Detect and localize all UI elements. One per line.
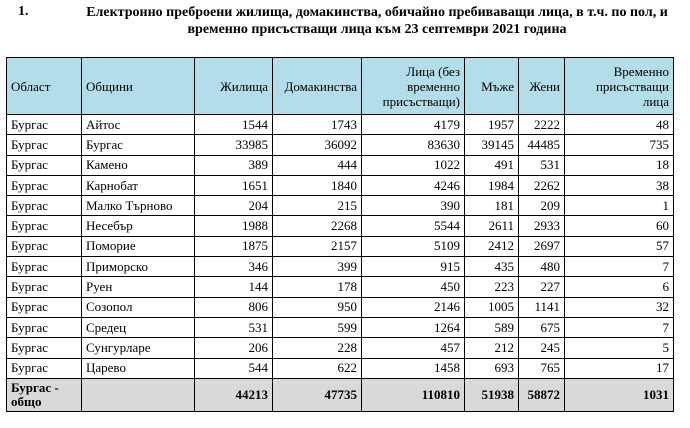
cell-temporary-persons: 38 bbox=[565, 175, 674, 195]
cell-households: 36092 bbox=[273, 135, 362, 155]
cell-region: Бургас bbox=[7, 115, 82, 135]
cell-municipality: Малко Търново bbox=[82, 196, 195, 216]
cell-temporary-persons: 1 bbox=[565, 196, 674, 216]
cell-persons: 5109 bbox=[362, 236, 465, 256]
column-header-men: Мъже bbox=[465, 58, 519, 115]
heading bbox=[0, 2, 690, 52]
cell-men: 212 bbox=[465, 338, 519, 358]
cell-persons: 915 bbox=[362, 257, 465, 277]
cell-region: Бургас bbox=[7, 277, 82, 297]
cell-temporary-persons: 6 bbox=[565, 277, 674, 297]
column-header-households: Домакинства bbox=[273, 58, 362, 115]
cell-women: 209 bbox=[519, 196, 565, 216]
cell-temporary-persons: 7 bbox=[565, 317, 674, 337]
total-persons: 110810 bbox=[362, 378, 465, 411]
cell-municipality: Несебър bbox=[82, 216, 195, 236]
table-row bbox=[7, 236, 674, 256]
total-dwellings: 44213 bbox=[195, 378, 273, 411]
cell-dwellings: 1544 bbox=[195, 115, 273, 135]
cell-women: 2262 bbox=[519, 175, 565, 195]
heading-title: Електронно преброени жилища, домакинства, обичайно пребиваващи лица, в т.ч. по пол, и временно присъстващи лица към 23 септември 2021 година bbox=[86, 5, 668, 37]
cell-women: 675 bbox=[519, 317, 565, 337]
cell-dwellings: 1988 bbox=[195, 216, 273, 236]
cell-women: 480 bbox=[519, 257, 565, 277]
cell-dwellings: 1875 bbox=[195, 236, 273, 256]
cell-municipality: Айтос bbox=[82, 115, 195, 135]
cell-persons: 4179 bbox=[362, 115, 465, 135]
column-header-municipalities: Общини bbox=[82, 58, 195, 115]
column-header-women: Жени bbox=[519, 58, 565, 115]
total-households: 47735 bbox=[273, 378, 362, 411]
total-women: 58872 bbox=[519, 378, 565, 411]
cell-region: Бургас bbox=[7, 317, 82, 337]
cell-men: 1005 bbox=[465, 297, 519, 317]
cell-region: Бургас bbox=[7, 236, 82, 256]
table-row bbox=[7, 277, 674, 297]
cell-region: Бургас bbox=[7, 216, 82, 236]
cell-women: 44485 bbox=[519, 135, 565, 155]
cell-women: 2697 bbox=[519, 236, 565, 256]
cell-temporary-persons: 48 bbox=[565, 115, 674, 135]
cell-men: 2412 bbox=[465, 236, 519, 256]
cell-men: 435 bbox=[465, 257, 519, 277]
cell-women: 2222 bbox=[519, 115, 565, 135]
table-row bbox=[7, 338, 674, 358]
cell-men: 223 bbox=[465, 277, 519, 297]
cell-men: 39145 bbox=[465, 135, 519, 155]
table-row bbox=[7, 115, 674, 135]
cell-municipality: Поморие bbox=[82, 236, 195, 256]
cell-men: 1984 bbox=[465, 175, 519, 195]
cell-municipality: Созопол bbox=[82, 297, 195, 317]
cell-dwellings: 389 bbox=[195, 155, 273, 175]
cell-households: 215 bbox=[273, 196, 362, 216]
cell-households: 228 bbox=[273, 338, 362, 358]
cell-households: 1743 bbox=[273, 115, 362, 135]
census-table bbox=[6, 57, 674, 412]
cell-households: 399 bbox=[273, 257, 362, 277]
cell-men: 2611 bbox=[465, 216, 519, 236]
cell-persons: 83630 bbox=[362, 135, 465, 155]
cell-households: 622 bbox=[273, 358, 362, 378]
cell-households: 599 bbox=[273, 317, 362, 337]
column-header-temporary-persons: Временно присъстващи лица bbox=[565, 58, 674, 115]
cell-women: 765 bbox=[519, 358, 565, 378]
cell-temporary-persons: 7 bbox=[565, 257, 674, 277]
cell-dwellings: 33985 bbox=[195, 135, 273, 155]
cell-households: 2157 bbox=[273, 236, 362, 256]
total-row bbox=[7, 378, 674, 411]
cell-dwellings: 144 bbox=[195, 277, 273, 297]
cell-municipality: Царево bbox=[82, 358, 195, 378]
cell-municipality: Руен bbox=[82, 277, 195, 297]
heading-number: 1. bbox=[18, 4, 29, 19]
cell-households: 2268 bbox=[273, 216, 362, 236]
cell-region: Бургас bbox=[7, 257, 82, 277]
cell-households: 444 bbox=[273, 155, 362, 175]
cell-dwellings: 1651 bbox=[195, 175, 273, 195]
cell-temporary-persons: 32 bbox=[565, 297, 674, 317]
cell-women: 227 bbox=[519, 277, 565, 297]
cell-persons: 4246 bbox=[362, 175, 465, 195]
cell-region: Бургас bbox=[7, 196, 82, 216]
table-header-row bbox=[7, 58, 674, 115]
cell-region: Бургас bbox=[7, 358, 82, 378]
cell-temporary-persons: 5 bbox=[565, 338, 674, 358]
cell-temporary-persons: 60 bbox=[565, 216, 674, 236]
table-row bbox=[7, 196, 674, 216]
cell-households: 950 bbox=[273, 297, 362, 317]
cell-dwellings: 531 bbox=[195, 317, 273, 337]
table-row bbox=[7, 135, 674, 155]
cell-region: Бургас bbox=[7, 297, 82, 317]
table-row bbox=[7, 155, 674, 175]
cell-municipality: Приморско bbox=[82, 257, 195, 277]
cell-temporary-persons: 18 bbox=[565, 155, 674, 175]
cell-persons: 5544 bbox=[362, 216, 465, 236]
cell-men: 491 bbox=[465, 155, 519, 175]
cell-women: 531 bbox=[519, 155, 565, 175]
cell-dwellings: 206 bbox=[195, 338, 273, 358]
table-row bbox=[7, 317, 674, 337]
cell-persons: 1264 bbox=[362, 317, 465, 337]
table-row bbox=[7, 297, 674, 317]
table-row bbox=[7, 175, 674, 195]
cell-dwellings: 346 bbox=[195, 257, 273, 277]
column-header-dwellings: Жилища bbox=[195, 58, 273, 115]
cell-men: 1957 bbox=[465, 115, 519, 135]
cell-dwellings: 544 bbox=[195, 358, 273, 378]
cell-persons: 390 bbox=[362, 196, 465, 216]
cell-temporary-persons: 735 bbox=[565, 135, 674, 155]
column-header-region: Област bbox=[7, 58, 82, 115]
cell-municipality: Карнобат bbox=[82, 175, 195, 195]
cell-men: 693 bbox=[465, 358, 519, 378]
cell-region: Бургас bbox=[7, 175, 82, 195]
cell-women: 1141 bbox=[519, 297, 565, 317]
cell-region: Бургас bbox=[7, 135, 82, 155]
cell-households: 1840 bbox=[273, 175, 362, 195]
cell-persons: 457 bbox=[362, 338, 465, 358]
cell-women: 2933 bbox=[519, 216, 565, 236]
cell-households: 178 bbox=[273, 277, 362, 297]
cell-persons: 1458 bbox=[362, 358, 465, 378]
cell-municipality: Сунгурларе bbox=[82, 338, 195, 358]
total-temporary-persons: 1031 bbox=[565, 378, 674, 411]
cell-dwellings: 204 bbox=[195, 196, 273, 216]
cell-region: Бургас bbox=[7, 155, 82, 175]
table-row bbox=[7, 216, 674, 236]
total-men: 51938 bbox=[465, 378, 519, 411]
cell-persons: 2146 bbox=[362, 297, 465, 317]
cell-women: 245 bbox=[519, 338, 565, 358]
cell-region: Бургас bbox=[7, 338, 82, 358]
cell-dwellings: 806 bbox=[195, 297, 273, 317]
cell-persons: 1022 bbox=[362, 155, 465, 175]
column-header-persons: Лица (без временно присъстващи) bbox=[362, 58, 465, 115]
cell-temporary-persons: 57 bbox=[565, 236, 674, 256]
cell-municipality: Камено bbox=[82, 155, 195, 175]
cell-temporary-persons: 17 bbox=[565, 358, 674, 378]
cell-men: 181 bbox=[465, 196, 519, 216]
total-municipality bbox=[82, 378, 195, 411]
cell-persons: 450 bbox=[362, 277, 465, 297]
cell-men: 589 bbox=[465, 317, 519, 337]
table-row bbox=[7, 257, 674, 277]
total-label: Бургас - общо bbox=[7, 378, 82, 411]
cell-municipality: Бургас bbox=[82, 135, 195, 155]
cell-municipality: Средец bbox=[82, 317, 195, 337]
table-row bbox=[7, 358, 674, 378]
